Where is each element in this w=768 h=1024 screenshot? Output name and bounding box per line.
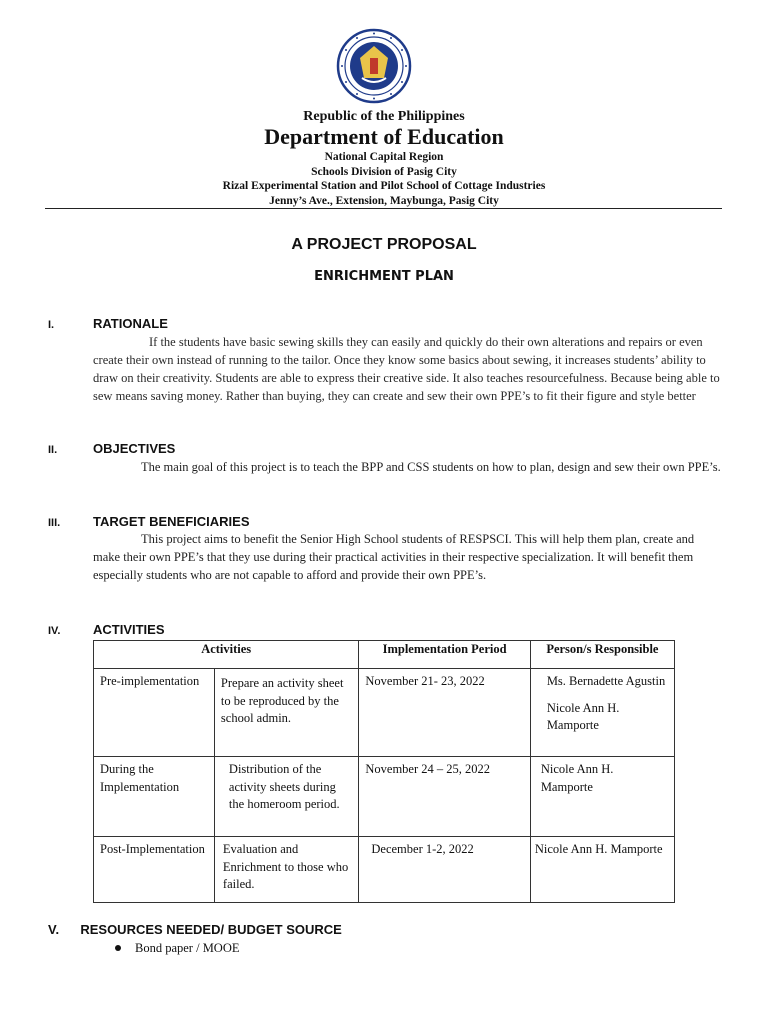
- region-line: National Capital Region: [324, 151, 444, 163]
- section-title-resources: [48, 922, 342, 937]
- table-header-row: [94, 641, 675, 669]
- phase-cell: During the Implementation: [94, 757, 215, 837]
- header-divider: [45, 208, 722, 209]
- period-cell: November 21- 23, 2022: [359, 669, 530, 757]
- section-number-activities: IV.: [48, 625, 61, 637]
- proposal-subtitle: ENRICHMENT PLAN: [314, 269, 454, 284]
- section-title-activities: ACTIVITIES: [93, 622, 165, 637]
- table-row: [94, 837, 675, 903]
- task-cell: Prepare an activity sheet to be reproduced by the school admin.: [214, 669, 358, 757]
- header-period: Implementation Period: [359, 641, 530, 669]
- section-number-rationale: I.: [48, 319, 55, 331]
- section-number-resources: V.: [48, 922, 60, 937]
- person-cell: [530, 837, 674, 903]
- person-name: Nicole Ann H. Mamporte: [546, 700, 620, 732]
- activities-table: [93, 640, 675, 903]
- person-cell: [530, 757, 674, 837]
- person-name: Nicole Ann H. Mamporte: [534, 842, 663, 856]
- deped-seal-icon: [336, 28, 412, 104]
- period-cell: December 1-2, 2022: [359, 837, 530, 903]
- address-line: Jenny’s Ave., Extension, Maybunga, Pasig City: [269, 194, 499, 207]
- bullet-icon: [115, 945, 121, 951]
- school-line: Rizal Experimental Station and Pilot School of Cottage Industries: [222, 180, 546, 192]
- header-person: Person/s Responsible: [530, 641, 674, 669]
- section-title-objectives: OBJECTIVES: [93, 441, 176, 456]
- person-name: Ms. Bernadette Agustin: [546, 674, 666, 688]
- person-cell: [530, 669, 674, 757]
- resources-title: RESOURCES NEEDED/ BUDGET SOURCE: [80, 922, 342, 937]
- person-name: Nicole Ann H. Mamporte: [540, 762, 614, 794]
- resource-item: Bond paper / MOOE: [135, 941, 240, 955]
- rationale-text: If the students have basic sewing skills they can easily and quickly do their own alterations and repairs or even create their own instead of running to the tailor. Once they know some basics about sewing, it increases students’ ability to draw on their creativity. Students are able to express their creative side. It also teaches resourcefulness. Because being able to sew means saving money. Rather than buying, they can create and sew their own PPE’s to fit their figure and style better: [93, 335, 720, 403]
- department-title: Department of Education: [264, 124, 504, 149]
- task-cell: Evaluation and Enrichment to those who failed.: [214, 837, 358, 903]
- phase-cell: Post-Implementation: [94, 837, 215, 903]
- phase-cell: Pre-implementation: [94, 669, 215, 757]
- section-title-rationale: RATIONALE: [93, 316, 168, 331]
- header-activities: Activities: [94, 641, 359, 669]
- republic-line: Republic of the Philippines: [303, 109, 465, 124]
- beneficiaries-text: This project aims to benefit the Senior High School students of RESPSCI. This will help them plan, create and make their own PPE’s that they use during their practical activities in their respective specialization. It will benefit them especially students who are not capable to afford and provide their own PPE’s.: [93, 532, 695, 582]
- list-item: [115, 941, 240, 956]
- objectives-text: The main goal of this project is to teach the BPP and CSS students on how to plan, design and sew their own PPE’s.: [141, 460, 721, 474]
- section-number-objectives: II.: [48, 444, 58, 456]
- table-row: [94, 757, 675, 837]
- division-line: Schools Division of Pasig City: [311, 165, 457, 178]
- section-number-beneficiaries: III.: [48, 517, 61, 529]
- table-row: [94, 669, 675, 757]
- section-title-beneficiaries: TARGET BENEFICIARIES: [93, 514, 250, 529]
- proposal-title: A PROJECT PROPOSAL: [291, 236, 477, 253]
- period-cell: November 24 – 25, 2022: [359, 757, 530, 837]
- task-cell: Distribution of the activity sheets during the homeroom period.: [214, 757, 358, 837]
